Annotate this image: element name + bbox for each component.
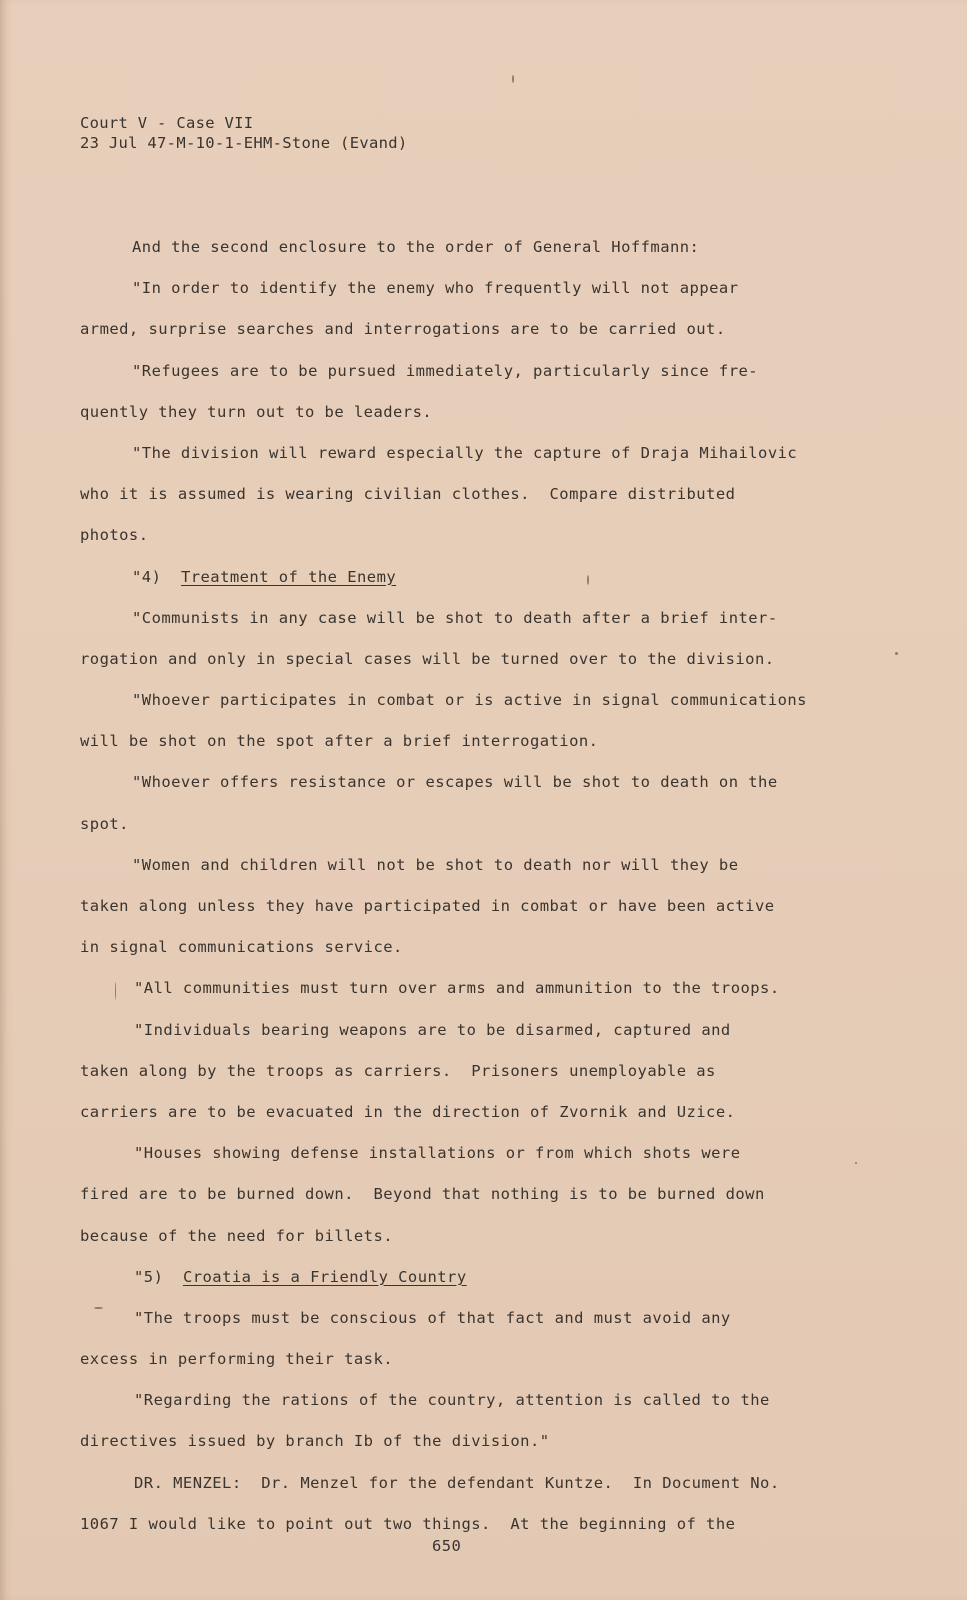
paper-mark: [94, 1307, 103, 1309]
text-line: "The division will reward especially the capture of Draja Mihailovic: [132, 443, 798, 462]
text-line: in signal communications service.: [80, 938, 403, 957]
paper-mark: [512, 75, 514, 83]
speaker-label: DR. MENZEL:: [134, 1473, 242, 1492]
text-line: directives issued by branch Ib of the division.": [80, 1432, 550, 1451]
court-case-line: Court V - Case VII: [80, 114, 254, 132]
text-line: because of the need for billets.: [80, 1226, 394, 1245]
text-line: "In order to identify the enemy who frequently will not appear: [132, 279, 739, 298]
section-title: Treatment of the Enemy: [180, 567, 397, 586]
text-line: "Individuals bearing weapons are to be disarmed, captured and: [134, 1020, 731, 1039]
page-number: 650: [432, 1537, 462, 1555]
text-line: fired are to be burned down. Beyond that nothing is to be burned down: [80, 1185, 765, 1204]
text-line: who it is assumed is wearing civilian clothes. Compare distributed: [80, 485, 736, 504]
speaker-text: Dr. Menzel for the defendant Kuntze. In Document No.: [261, 1473, 780, 1492]
transcript-id-line: 23 Jul 47-M-10-1-EHM-Stone (Evand): [80, 134, 408, 152]
section-heading-4: [80, 557, 870, 598]
text-line: armed, surprise searches and interrogations are to be carried out.: [80, 320, 726, 339]
text-line: "Whoever participates in combat or is active in signal communications: [132, 691, 807, 710]
text-line: "Regarding the rations of the country, attention is called to the: [134, 1391, 770, 1410]
text-line: "Communists in any case will be shot to death after a brief inter-: [132, 608, 778, 627]
text-line: "Women and children will not be shot to death nor will they be: [132, 855, 739, 874]
text-line: "The troops must be conscious of that fact and must avoid any: [134, 1308, 731, 1327]
section-heading-5: [80, 1257, 870, 1298]
text-line: will be shot on the spot after a brief interrogation.: [80, 732, 599, 751]
text-line: photos.: [80, 526, 149, 545]
text-line: "Refugees are to be pursued immediately, particularly since fre-: [132, 361, 759, 380]
text-line: 1067 I would like to point out two things. At the beginning of the: [80, 1514, 736, 1533]
section-number: "4): [132, 567, 162, 586]
paper-mark: [587, 575, 589, 585]
text-line: spot.: [80, 814, 129, 833]
text-line: And the second enclosure to the order of General Hoffmann:: [132, 238, 700, 256]
text-line: taken along by the troops as carriers. Prisoners unemployable as: [80, 1061, 716, 1080]
section-title: Croatia is a Friendly Country: [182, 1267, 467, 1286]
case-header: [80, 113, 407, 153]
text-line: "Houses showing defense installations or from which shots were: [134, 1144, 741, 1163]
section-number: "5): [134, 1267, 164, 1286]
speaker-line: [80, 1463, 870, 1504]
text-line: "Whoever offers resistance or escapes will be shot to death on the: [132, 773, 778, 792]
paper-mark: [855, 1162, 857, 1164]
text-line: rogation and only in special cases will be turned over to the division.: [80, 649, 775, 668]
paper-mark: [895, 652, 898, 655]
paper-mark: [115, 982, 116, 1000]
text-line: "All communities must turn over arms and ammunition to the troops.: [134, 979, 780, 998]
text-line: quently they turn out to be leaders.: [80, 402, 433, 421]
text-line: carriers are to be evacuated in the direction of Zvornik and Uzice.: [80, 1102, 736, 1121]
transcript-body: [80, 227, 870, 1545]
text-line: taken along unless they have participated in combat or have been active: [80, 897, 775, 915]
text-line: excess in performing their task.: [80, 1350, 394, 1369]
